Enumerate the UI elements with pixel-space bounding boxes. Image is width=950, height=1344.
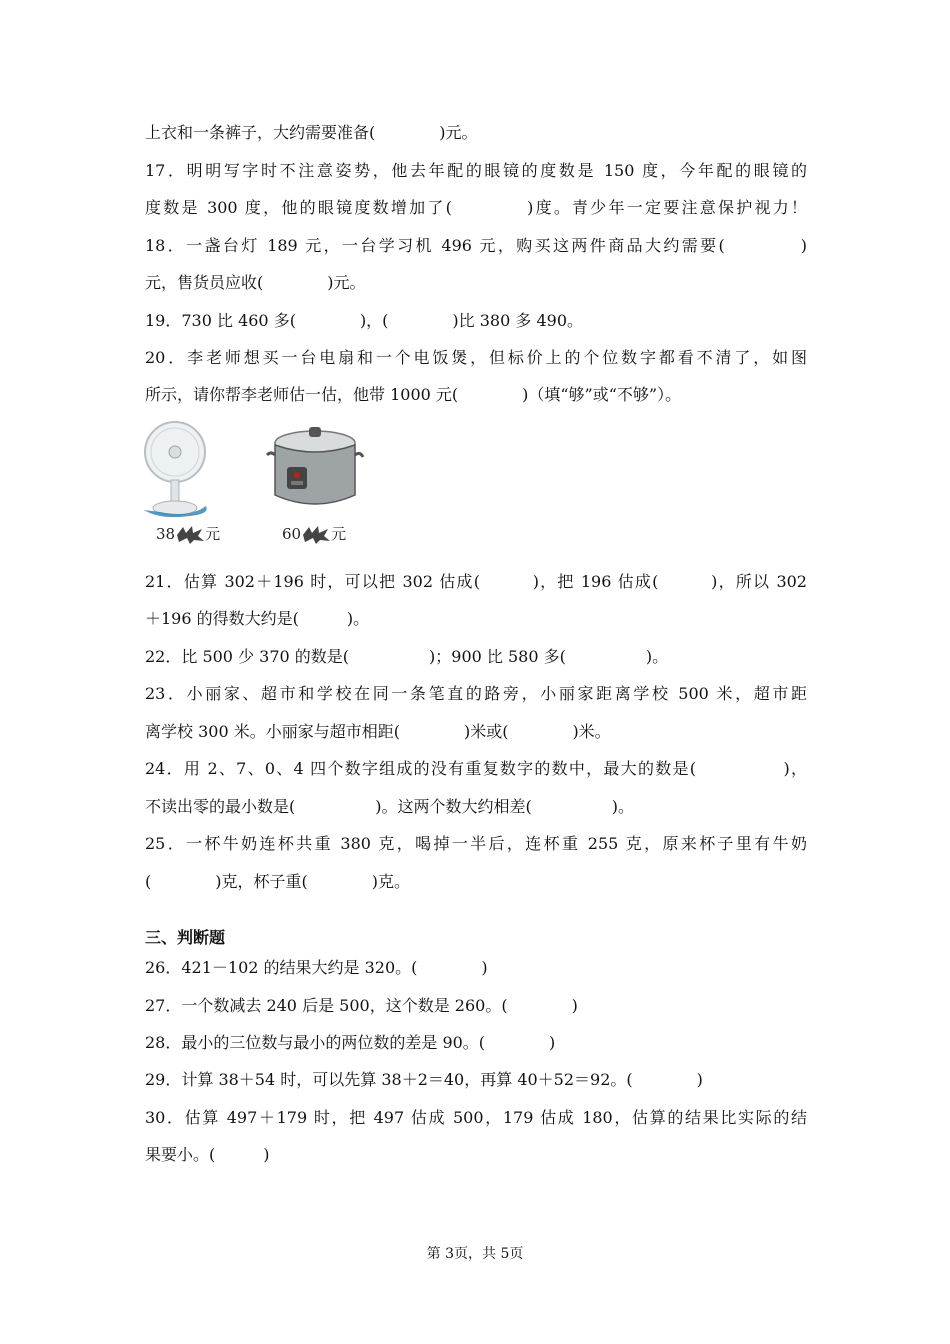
question-22: 22．比 500 少 370 的数是( )；900 比 580 多( )。 [145,647,669,666]
question-28: 28．最小的三位数与最小的两位数的差是 90。( ) [145,1033,556,1052]
electric-fan-image [140,420,250,520]
question-20-line-2: 所示，请你帮李老师估一估，他带 1000 元( )（填“够”或“不够”）。 [145,385,682,404]
question-16-line-2: 上衣和一条裤子，大约需要准备( )元。 [145,123,478,142]
question-26: 26．421－102 的结果大约是 320。( ) [145,958,488,977]
question-17-line-1: 17．明明写字时不注意姿势，他去年配的眼镜的度数是 150 度，今年配的眼镜的 [145,161,807,180]
question-21-line-1: 21．估算 302＋196 时，可以把 302 估成( )，把 196 估成( )，所以 302 [145,572,807,591]
question-20-line-1: 20．李老师想买一台电扇和一个电饭煲，但标价上的个位数字都看不清了，如图 [145,348,807,367]
smudge-icon [175,526,205,544]
question-18-line-2: 元，售货员应收( )元。 [145,273,366,292]
question-17-line-2: 度数是 300 度，他的眼镜度数增加了( )度。青少年一定要注意保护视力！ [145,198,807,217]
page-footer: 第 3页，共 5页 [426,1246,524,1262]
cooker-price [282,525,346,544]
question-18-line-1: 18．一盏台灯 189 元，一台学习机 496 元，购买这两件商品大约需要( ) [145,236,807,255]
question-19: 19．730 比 460 多( )，( )比 380 多 490。 [145,311,584,330]
price-figure [140,420,380,550]
question-21-line-2: ＋196 的得数大约是( )。 [145,609,370,628]
question-30-line-2: 果要小。( ) [145,1145,270,1164]
question-24-line-1: 24．用 2、7、0、4 四个数字组成的没有重复数字的数中，最大的数是( )， [145,759,807,778]
question-23-line-1: 23．小丽家、超市和学校在同一条笔直的路旁，小丽家距离学校 500 米，超市距 [145,684,807,703]
fan-price-unit: 元 [205,525,221,543]
question-25-line-2: ( )克，杯子重( )克。 [145,872,410,891]
cooker-price-digits: 60 [282,525,302,543]
question-25-line-1: 25．一杯牛奶连杯共重 380 克，喝掉一半后，连杯重 255 克，原来杯子里有牛奶 [145,834,807,853]
question-27: 27．一个数减去 240 后是 500，这个数是 260。( ) [145,996,578,1015]
rice-cooker-image [265,425,375,520]
smudge-icon [301,526,331,544]
cooker-price-unit: 元 [331,525,347,543]
fan-price [156,525,220,544]
fan-price-digits: 38 [156,525,176,543]
question-24-line-2: 不读出零的最小数是( )。这两个数大约相差( )。 [145,797,634,816]
question-29: 29．计算 38＋54 时，可以先算 38＋2＝40，再算 40＋52＝92。( ) [145,1070,703,1089]
question-30-line-1: 30．估算 497＋179 时，把 497 估成 500，179 估成 180，估算的结果比实际的结 [145,1108,807,1127]
question-23-line-2: 离学校 300 米。小丽家与超市相距( )米或( )米。 [145,722,611,741]
section-title-judgment: 三、判断题 [145,928,226,947]
